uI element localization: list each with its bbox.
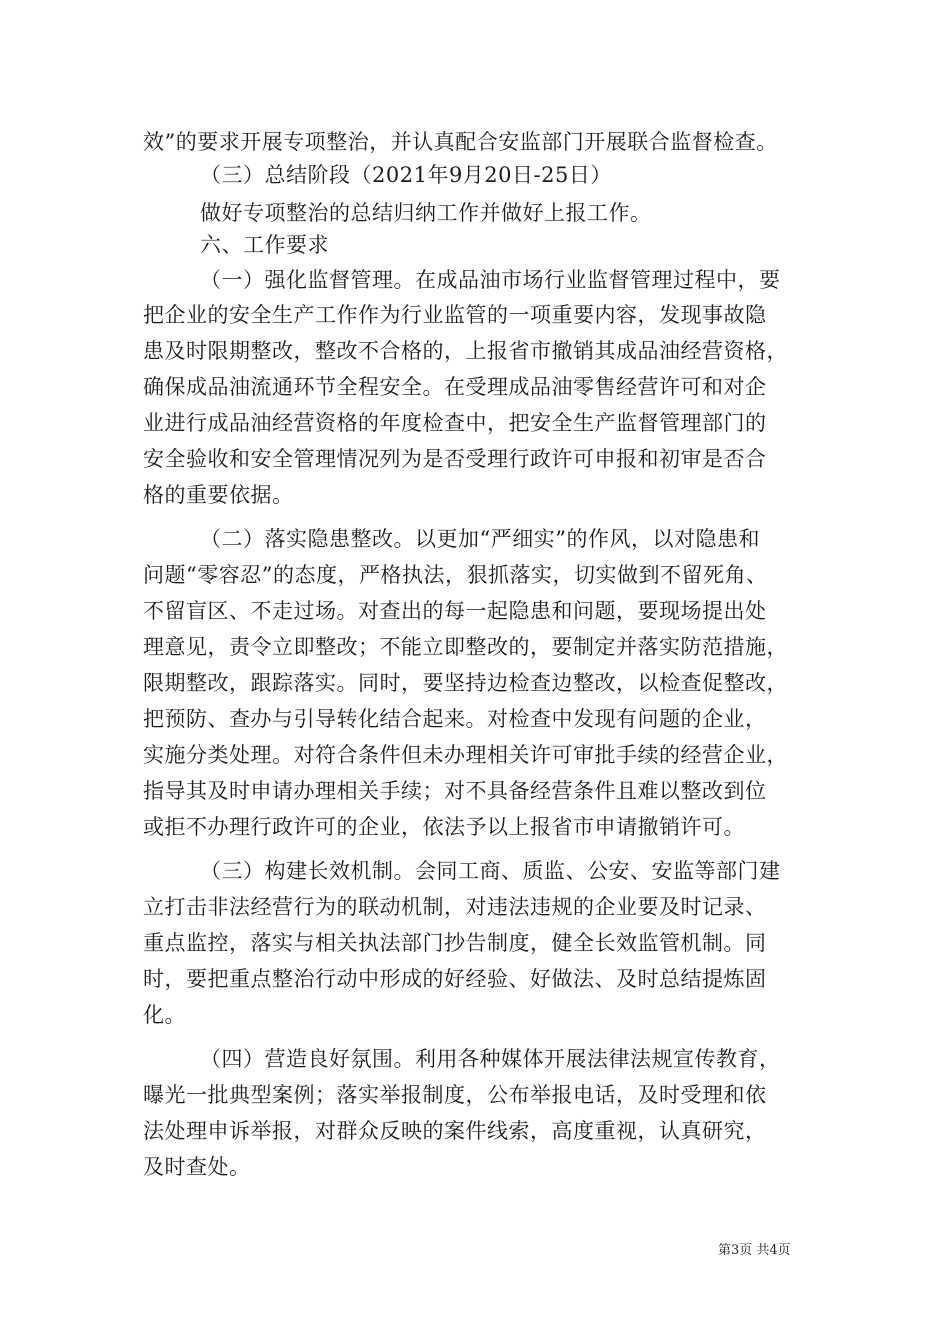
body-line: 理意见，责令立即整改；不能立即整改的，要制定并落实防范措施， [143, 635, 788, 659]
body-line: 患及时限期整改，整改不合格的，上报省市撤销其成品油经营资格， [143, 339, 788, 363]
body-line: （一）强化监督管理。在成品油市场行业监督管理过程中，要 [200, 268, 781, 292]
body-line: 立打击非法经营行为的联动机制，对违法违规的企业要及时记录、 [143, 895, 767, 919]
body-line: 指导其及时申请办理相关手续；对不具备经营条件且难以整改到位 [143, 779, 767, 803]
body-line: 或拒不办理行政许可的企业，依法予以上报省市申请撤销许可。 [143, 815, 745, 839]
body-line: 不留盲区、不走过场。对查出的每一起隐患和问题，要现场提出处 [143, 599, 767, 623]
body-line: 法处理申诉举报，对群众反映的案件线索，高度重视，认真研究， [143, 1119, 767, 1143]
body-line: 业进行成品油经营资格的年度检查中，把安全生产监督管理部门的 [143, 411, 767, 435]
body-line: 把预防、查办与引导转化结合起来。对检查中发现有问题的企业， [143, 707, 767, 731]
body-line: 安全验收和安全管理情况列为是否受理行政许可申报和初审是否合 [143, 447, 767, 471]
body-line: （三）构建长效机制。会同工商、质监、公安、安监等部门建 [200, 859, 781, 883]
page-number: 第3页 共4页 [718, 1243, 791, 1258]
body-line: 效”的要求开展专项整治，并认真配合安监部门开展联合监督检查。 [143, 130, 778, 154]
body-line: 重点监控，落实与相关执法部门抄告制度，健全长效监管机制。同 [143, 931, 767, 955]
body-line: 限期整改，跟踪落实。同时，要坚持边检查边整改，以检查促整改， [143, 671, 788, 695]
body-line: （四）营造良好氛围。利用各种媒体开展法律法规宣传教育， [200, 1047, 781, 1071]
body-line: 把企业的安全生产工作作为行业监管的一项重要内容，发现事故隐 [143, 303, 767, 327]
body-line: 实施分类处理。对符合条件但未办理相关许可审批手续的经营企业， [143, 743, 788, 767]
body-line: 化。 [143, 1003, 186, 1027]
body-line: 及时查处。 [143, 1155, 251, 1179]
section-heading: （三）总结阶段（2021年9月20日-25日） [200, 163, 612, 187]
body-line: 确保成品油流通环节全程安全。在受理成品油零售经营许可和对企 [143, 375, 767, 399]
body-line: 问题“零容忍”的态度，严格执法，狠抓落实，切实做到不留死角、 [143, 563, 768, 587]
body-line: 曝光一批典型案例；落实举报制度，公布举报电话，及时受理和依 [143, 1083, 767, 1107]
body-line: 做好专项整治的总结归纳工作并做好上报工作。 [200, 201, 652, 225]
body-line: 时，要把重点整治行动中形成的好经验、好做法、及时总结提炼固 [143, 967, 767, 991]
body-line: 格的重要依据。 [143, 483, 294, 507]
body-line: （二）落实隐患整改。以更加“严细实”的作风，以对隐患和 [200, 527, 760, 551]
section-heading: 六、工作要求 [200, 233, 329, 257]
